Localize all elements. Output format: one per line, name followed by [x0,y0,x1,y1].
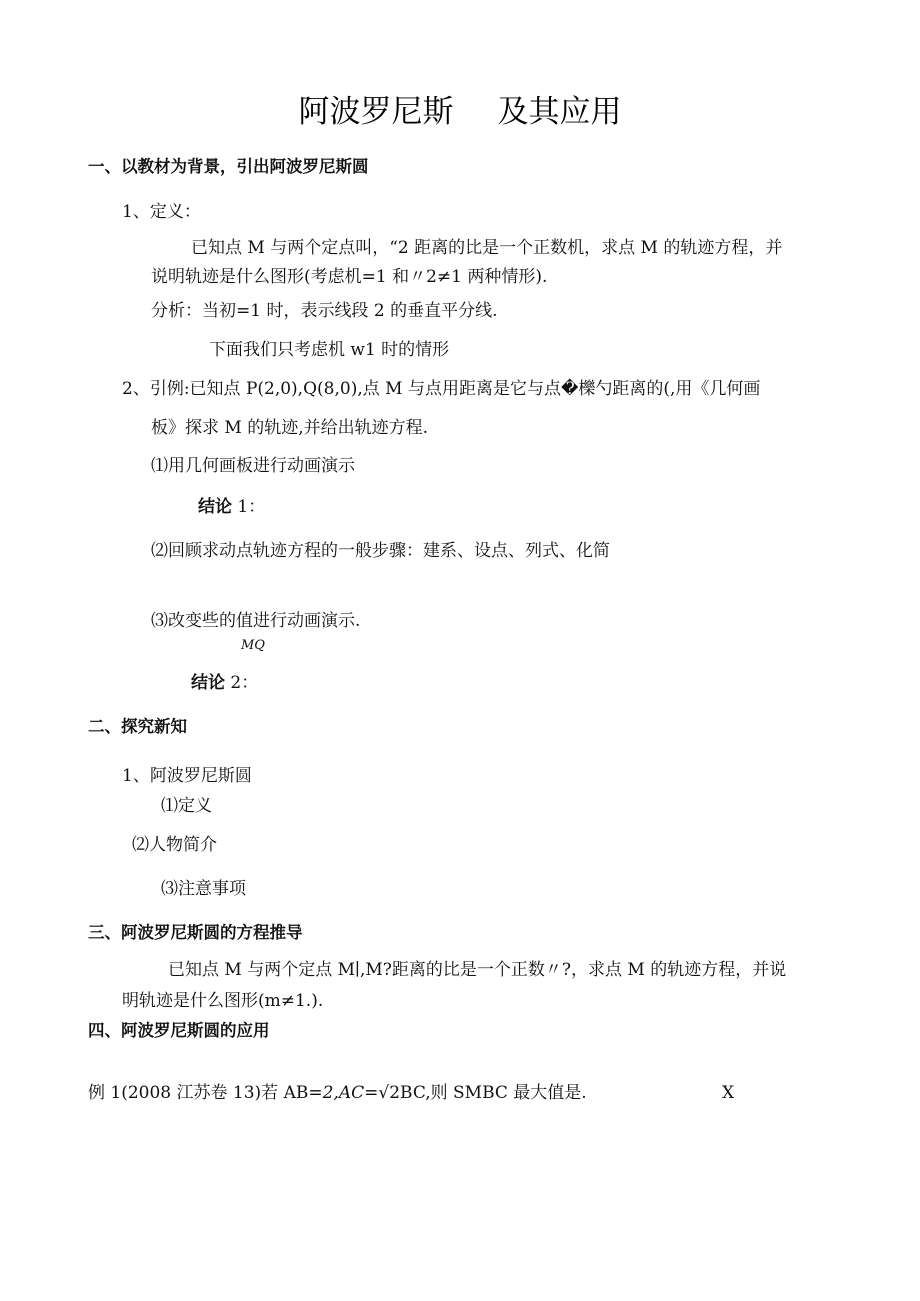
example-1-part-b: =2,AC= [308,1083,379,1103]
conclusion-1 [198,496,265,518]
document-title [0,92,920,132]
section-1-heading: 一、以教材为背景，引出阿波罗尼斯圆 [88,157,369,176]
example-1 [88,1082,587,1104]
conclusion-2 [191,672,258,694]
section-2-heading: 二、探究新知 [88,717,187,736]
conclusion-2-number: 2： [225,673,259,693]
step-3: ⑶改变些的值进行动画演示. [151,611,361,631]
below-line: 下面我们只考虑机 w1 时的情形 [209,340,450,360]
section-2-item-1: 1、阿波罗尼斯圆 [122,766,252,786]
fraction-denominator: MQ [241,638,265,653]
definition-line-2: 说明轨迹是什么图形(考虑机=1 和〃2≠1 两种情形). [151,267,548,287]
section-2-sub-3: ⑶注意事项 [161,879,246,899]
stray-mark: X [722,1083,735,1103]
title-part-2: 及其应用 [497,94,622,130]
step-2: ⑵回顾求动点轨迹方程的一般步骤：建系、设点、列式、化简 [151,541,610,561]
example-1-part-a: 例 1(2008 江苏卷 13)若 AB [88,1083,309,1103]
title-part-1: 阿波罗尼斯 [298,94,454,130]
conclusion-1-label: 结论 [198,497,232,517]
step-1: ⑴用几何画板进行动画演示 [151,456,355,476]
definition-label: 1、定义： [122,202,201,222]
section-3-line-1: 已知点 M 与两个定点 M∣,M?距离的比是一个正数〃?，求点 M 的轨迹方程，并说 [168,960,787,980]
section-3-line-2: 明轨迹是什么图形(m≠1.). [122,991,324,1011]
example-line-1: 2、引例:已知点 P(2,0),Q(8,0),点 M 与点用距离是它与点�櫟勺距离的(,用《几何画 [122,379,761,399]
section-3-heading: 三、阿波罗尼斯圆的方程推导 [88,923,303,942]
definition-line-1: 已知点 M 与两个定点叫，“2 距离的比是一个正数机，求点 M 的轨迹方程，并 [191,238,783,258]
example-1-part-c: √2BC,则 SMBC 最大值是. [378,1083,587,1103]
section-2-sub-1: ⑴定义 [161,796,212,816]
conclusion-1-number: 1： [232,497,266,517]
section-2-sub-2: ⑵人物简介 [132,835,217,855]
analysis-line: 分析：当初=1 时，表示线段 2 的垂直平分线. [151,301,498,321]
section-4-heading: 四、阿波罗尼斯圆的应用 [88,1021,270,1040]
example-line-2: 板》探求 M 的轨迹,并给出轨迹方程. [151,418,429,438]
conclusion-2-label: 结论 [191,673,225,693]
